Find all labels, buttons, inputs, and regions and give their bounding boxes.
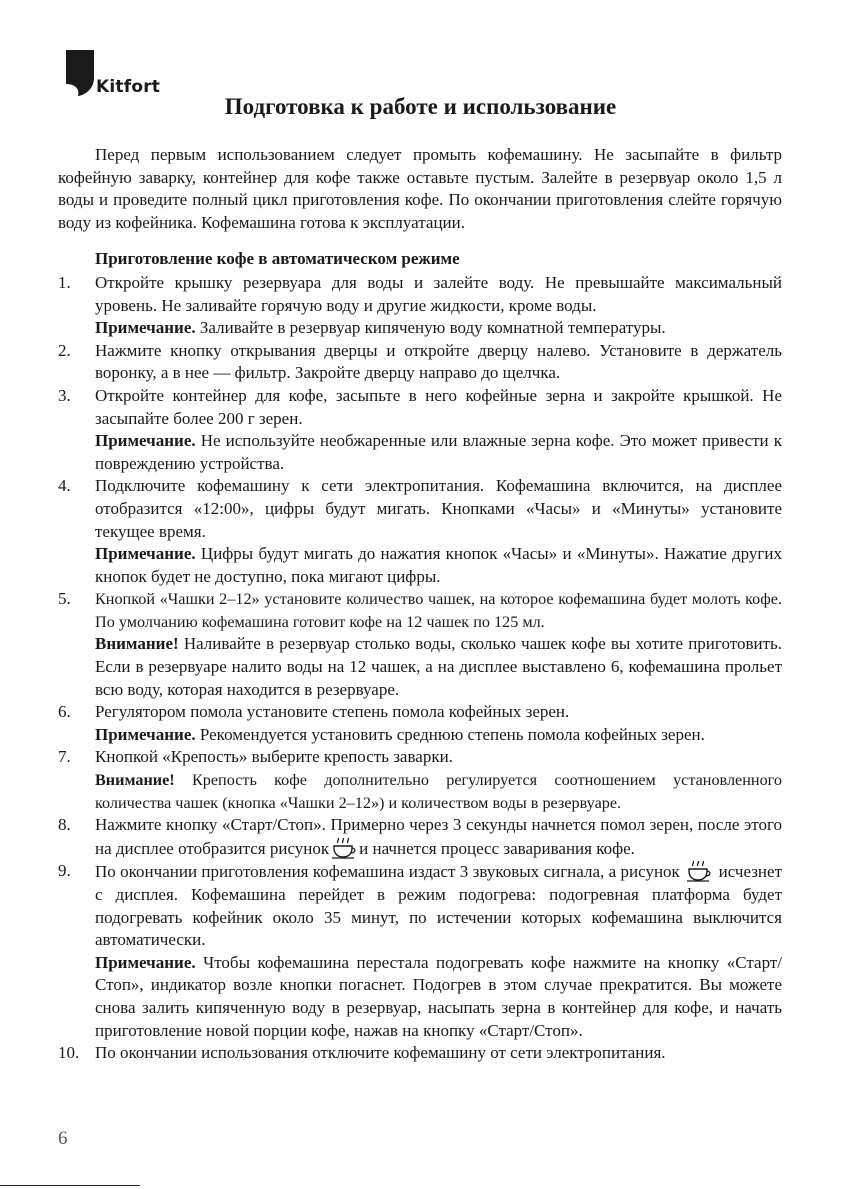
note-label: Внимание! (95, 634, 179, 654)
step-text: Кнопкой «Чашки 2–12» установите количество чашек, на которое кофемашина будет молоть кофе. По умолчанию кофемашина готовит кофе на 12 чашек по 125 мл. (95, 590, 782, 631)
step-text-before-icon: Нажмите кнопку «Старт/Стоп». Примерно через 3 секунды начнется помол зерен, после этого на дисплее отобразится рисунок (95, 815, 782, 858)
list-item (58, 814, 782, 860)
note-text: Чтобы кофемашина перестала подогревать кофе нажмите на кнопку «Старт/Стоп», индикатор возле кнопки погаснет. Подогрев в этом случае прекратится. Вы можете снова залить кипяченную воду в резервуар, насыпать зерна в контейнер для кофе, и начать приготовление новой порции кофе, нажав на кнопку «Старт/Стоп». (95, 952, 782, 1040)
note-text: Цифры будут мигать до нажатия кнопок «Часы» и «Минуты». Нажатие других кнопок будет не доступно, пока мигают цифры. (95, 544, 782, 586)
note-text: Заливайте в резервуар кипяченую воду комнатной температуры. (195, 318, 666, 338)
step-number: 10. (58, 1043, 80, 1063)
note-text: Не используйте необжаренные или влажные зерна кофе. Это может привести к повреждению устройства. (95, 431, 782, 473)
section-title: Приготовление кофе в автоматическом режиме (95, 249, 460, 269)
note-text: Крепость кофе дополнительно регулируется соотношением установленного количества чашек (кнопка «Чашки 2–12») и количеством воды в резервуаре. (95, 771, 782, 812)
step-text-before-icon: По окончании приготовления кофемашина издаст 3 звуковых сигнала, а рисунок (95, 862, 680, 882)
step-note (95, 317, 782, 340)
note-label: Примечание. (95, 431, 196, 451)
step-number: 6. (58, 702, 71, 722)
step-number: 9. (58, 861, 71, 881)
step-text (95, 814, 782, 860)
list-item (58, 272, 782, 340)
step-number: 5. (58, 589, 71, 609)
step-number: 4. (58, 476, 71, 496)
step-note (95, 724, 782, 747)
steps-list (58, 272, 782, 1065)
note-label: Примечание. (95, 952, 196, 972)
step-note (95, 543, 782, 588)
step-text: Нажмите кнопку открывания дверцы и откройте дверцу налево. Установите в держатель воронку, а в нее — фильтр. Закройте дверцу направо до щелчка. (95, 340, 782, 383)
list-item (58, 1042, 782, 1065)
step-text (95, 860, 782, 951)
step-text: Подключите кофемашину к сети электропитания. Кофемашина включится, на дисплее отобразится «12:00», цифры будут мигать. Кнопками «Часы» и «Минуты» установите текущее время. (95, 476, 782, 541)
step-number: 1. (58, 272, 71, 292)
step-number: 2. (58, 340, 71, 360)
step-note (95, 769, 782, 814)
step-text: Откройте контейнер для кофе, засыпьте в него кофейные зерна и закройте крышкой. Не засыпайте более 200 г зерен. (95, 385, 782, 428)
page-number: 6 (58, 1128, 68, 1149)
document-body (58, 144, 782, 1065)
note-label: Примечание. (95, 544, 196, 564)
step-text: Откройте крышку резервуара для воды и залейте воду. Не превышайте максимальный уровень. Не заливайте горячую воду и другие жидкости, кроме воды. (95, 272, 782, 315)
step-text-after-icon: и начнется процесс заваривания кофе. (359, 838, 635, 858)
brand-logo (66, 50, 176, 100)
note-text: Рекомендуется установить среднюю степень помола кофейных зерен. (195, 724, 705, 744)
note-label: Внимание! (95, 771, 175, 790)
step-number: 3. (58, 385, 71, 405)
list-item (58, 701, 782, 746)
step-note (95, 633, 782, 701)
list-item (58, 746, 782, 814)
note-label: Примечание. (95, 724, 196, 744)
note-label: Примечание. (95, 318, 196, 338)
kitfort-logo-icon (66, 50, 94, 96)
coffee-cup-icon (331, 837, 357, 859)
page-title: Подготовка к работе и использование (224, 94, 617, 119)
footer-divider (0, 1185, 140, 1186)
step-note (95, 430, 782, 475)
coffee-cup-icon (686, 860, 712, 882)
step-number: 8. (58, 815, 71, 835)
brand-name: Kitfort (96, 77, 161, 97)
step-text-after-icon: исчезнет с дисплея. Кофемашина перейдет в режим подогрева: подогревная платформа будет подогревать кофейник около 35 минут, по истечении которых кофемашина выключится автоматически. (95, 862, 783, 950)
step-text: Регулятором помола установите степень помола кофейных зерен. (95, 702, 570, 722)
list-item (58, 860, 782, 1042)
step-text: Кнопкой «Крепость» выберите крепость заварки. (95, 747, 453, 767)
note-text: Наливайте в резервуар столько воды, сколько чашек кофе вы хотите приготовить. Если в резервуаре налито воды на 12 чашек, а на дисплее выставлено 6, кофемашина прольет всю воду, которая находится в резервуаре. (95, 634, 782, 699)
list-item (58, 588, 782, 701)
step-number: 7. (58, 747, 71, 767)
list-item (58, 385, 782, 475)
intro-paragraph: Перед первым использованием следует промыть кофемашину. Не засыпайте в фильтр кофейную заварку, контейнер для кофе также оставьте пустым. Залейте в резервуар около 1,5 л воды и проведите полный цикл приготовления кофе. По окончании приготовления слейте горячую воду из кофейника. Кофемашина готова к эксплуатации. (58, 145, 782, 232)
list-item (58, 340, 782, 385)
list-item (58, 475, 782, 588)
step-note (95, 952, 782, 1042)
step-text: По окончании использования отключите кофемашину от сети электропитания. (95, 1043, 666, 1063)
